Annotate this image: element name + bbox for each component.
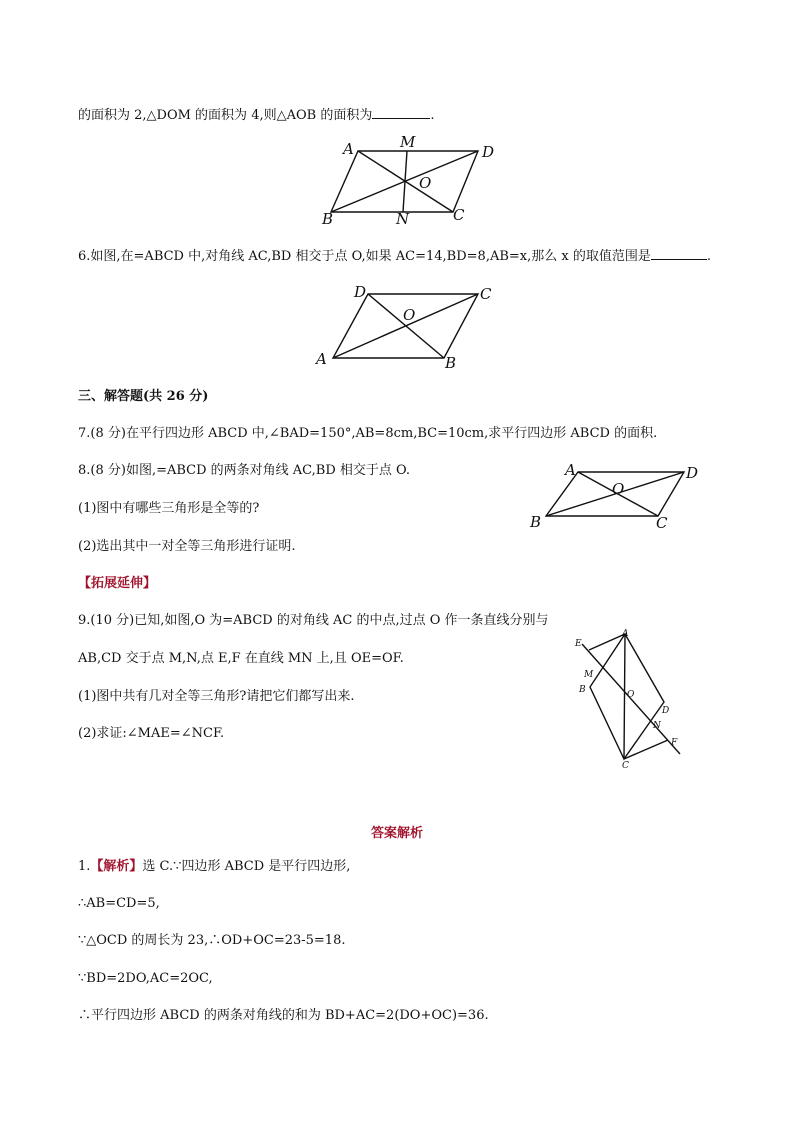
q5-end: .: [430, 108, 435, 123]
answers-title: 答案解析: [370, 826, 423, 841]
answer-step-1: ∴AB=CD=5,: [78, 896, 160, 911]
section-3-title: 三、解答题(共 26 分): [78, 389, 209, 404]
label-b: B: [445, 354, 457, 372]
label-d: D: [686, 464, 699, 482]
q6-answer-blank[interactable]: [651, 247, 707, 260]
q8-text: 8.(8 分)如图,=ABCD 的两条对角线 AC,BD 相交于点 O.: [78, 463, 411, 478]
label-c: C: [480, 285, 492, 303]
extension-title: 【拓展延伸】: [78, 576, 157, 591]
label-c: C: [453, 206, 465, 224]
label-c: C: [656, 514, 668, 532]
label-a: A: [343, 140, 354, 158]
q9-figure: [568, 622, 688, 772]
answer-step-4: ∴平行四边形 ABCD 的两条对角线的和为 BD+AC=2(DO+OC)=36.: [78, 1008, 489, 1023]
label-b: B: [322, 210, 334, 228]
q6-end: .: [706, 249, 711, 264]
label-n: N: [396, 210, 410, 228]
label-d: D: [354, 283, 367, 301]
q6-text: [78, 247, 711, 266]
answer-step-3: ∵BD=2DO,AC=2OC,: [78, 971, 213, 986]
label-o: O: [627, 690, 635, 700]
label-a: A: [622, 629, 629, 639]
label-b: B: [530, 513, 542, 531]
label-e: E: [575, 639, 582, 649]
label-m: M: [584, 670, 594, 680]
analysis-tag: 【解析】: [90, 859, 143, 874]
label-o: O: [612, 480, 625, 498]
q9-sub1: (1)图中共有几对全等三角形?请把它们都写出来.: [78, 689, 355, 704]
q5-text: [78, 106, 434, 125]
q5-figure: [316, 134, 506, 229]
answer-1: [78, 858, 350, 876]
label-d: D: [482, 143, 495, 161]
q8-figure: [528, 460, 708, 535]
label-f: F: [671, 738, 678, 748]
label-a: A: [565, 461, 576, 479]
label-n: N: [653, 721, 661, 731]
diagonal-ac: [624, 634, 625, 759]
answer-step-2: ∵△OCD 的周长为 23,∴OD+OC=23-5=18.: [78, 933, 346, 948]
label-b: B: [579, 685, 586, 695]
q8-sub2: (2)选出其中一对全等三角形进行证明.: [78, 539, 296, 554]
q5-tail-text: 的面积为 2,△DOM 的面积为 4,则△AOB 的面积为: [78, 108, 373, 123]
q9-line2: AB,CD 交于点 M,N,点 E,F 在直线 MN 上,且 OE=OF.: [78, 651, 404, 666]
q9-sub2: (2)求证:∠MAE=∠NCF.: [78, 726, 225, 741]
q6-body: 6.如图,在=ABCD 中,对角线 AC,BD 相交于点 O,如果 AC=14,BD=8,AB=x,那么 x 的取值范围是: [78, 249, 651, 264]
diagonal-bd: [368, 294, 444, 358]
answer-1-number: 1.: [78, 859, 91, 874]
label-o: O: [419, 174, 432, 192]
label-c: C: [622, 761, 629, 771]
q9-line1: 9.(10 分)已知,如图,O 为=ABCD 的对角线 AC 的中点,过点 O 作一条直线分别与: [78, 613, 549, 628]
answer-1-text: 选 C.∵四边形 ABCD 是平行四边形,: [142, 859, 351, 874]
label-a: A: [316, 350, 327, 368]
label-m: M: [400, 133, 416, 151]
q6-figure: [312, 280, 502, 375]
label-d: D: [662, 706, 670, 716]
q5-answer-blank[interactable]: [372, 106, 430, 119]
q8-sub1: (1)图中有哪些三角形是全等的?: [78, 501, 260, 516]
q7-text: 7.(8 分)在平行四边形 ABCD 中,∠BAD=150°,AB=8cm,BC=10cm,求平行四边形 ABCD 的面积.: [78, 426, 658, 441]
label-o: O: [403, 306, 416, 324]
